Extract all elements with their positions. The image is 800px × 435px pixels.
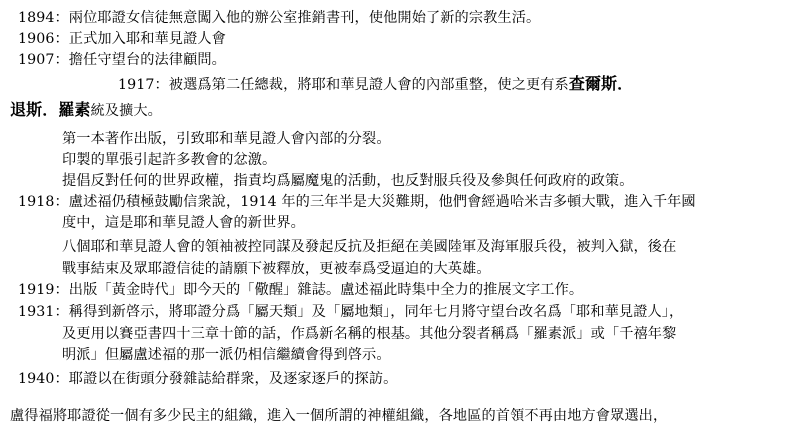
timeline-entry-1917-item1: 第一本著作出版，引致耶和華見證人會內部的分裂。	[62, 131, 391, 147]
entry-text: 稱得到新啓示，將耶證分爲「屬天類」及「屬地類」，同年七月將守望台改名爲「耶和華見證人」，	[68, 304, 684, 320]
timeline-entry-1940	[18, 369, 397, 389]
timeline-entry-1931-line3: 明派」但屬盧述福的那一派仍相信繼續會得到啓示。	[62, 347, 391, 363]
timeline-entry-1907	[18, 50, 226, 70]
person-name-russell: 羅素	[58, 100, 91, 119]
entry-text: 被選爲第二任總裁，將耶和華見證人會的內部重整，使之更有系	[168, 77, 569, 93]
timeline-entry-1917-line1	[118, 74, 633, 95]
year-label: 1917：	[118, 77, 169, 93]
year-label: 1894：	[18, 10, 69, 26]
entry-text: 盧述福仍積極鼓勵信衆說，1914 年的三年半是大災難期，他們會經過哈米吉多頓大戰，進入千年國	[68, 194, 696, 210]
timeline-entry-1931-line2: 及更用以賽亞書四十三章十節的話，作爲新名稱的根基。其他分裂者稱爲「羅素派」或「千禧年黎	[62, 326, 677, 342]
entry-text: 統及擴大。	[90, 103, 162, 119]
closing-paragraph: 盧得福將耶證從一個有多少民主的組織，進入一個所謂的神權組織，各地區的首領不再由地方會眾選出，	[10, 408, 668, 424]
entry-text: 正式加入耶和華見證人會	[68, 31, 226, 47]
timeline-entry-1894	[18, 8, 540, 28]
timeline-entry-1918-line2: 度中，這是耶和華見證人會的新世界。	[62, 215, 305, 231]
year-label: 1931：	[18, 304, 69, 320]
entry-text: 耶證以在街頭分發雜誌給群衆，及逐家逐戶的探訪。	[68, 371, 398, 387]
timeline-entry-1917-line2	[10, 100, 162, 121]
timeline-entry-1917-item3: 提倡反對任何的世界政權，指責均爲屬魔鬼的活動，也反對服兵役及參與任何政府的政策。	[62, 173, 634, 189]
timeline-entry-1918-line3: 八個耶和華見證人會的領袖被控同謀及發起反抗及拒絕在美國陸軍及海軍服兵役，被判入獄，後在	[62, 239, 677, 255]
person-name-charles: 查爾斯	[568, 74, 618, 93]
timeline-entry-1931-line1	[18, 302, 683, 322]
entry-text: 擔任守望台的法律顧問。	[68, 52, 226, 68]
timeline-entry-1906	[18, 29, 226, 49]
name-separator: ．	[617, 74, 634, 93]
year-label: 1919：	[18, 282, 69, 298]
name-separator: ．	[42, 100, 59, 119]
timeline-entry-1918-line4: 戰事結束及眾耶證信徒的請願下被釋放，更被奉爲受逼迫的大英雄。	[62, 261, 491, 277]
year-label: 1906：	[18, 31, 69, 47]
year-label: 1918：	[18, 194, 69, 210]
entry-text: 出版「黃金時代」即今天的「儆醒」雜誌。盧述福此時集中全力的推展文字工作。	[68, 282, 584, 298]
entry-text: 兩位耶證女信徒無意闖入他的辦公室推銷書刊，使他開始了新的宗教生活。	[68, 10, 541, 26]
person-name-taze: 退斯	[10, 100, 43, 119]
timeline-entry-1919	[18, 280, 583, 300]
year-label: 1940：	[18, 371, 69, 387]
year-label: 1907：	[18, 52, 69, 68]
timeline-entry-1918-line1	[18, 192, 696, 212]
timeline-entry-1917-item2: 印製的單張引起許多教會的忿激。	[62, 152, 277, 168]
